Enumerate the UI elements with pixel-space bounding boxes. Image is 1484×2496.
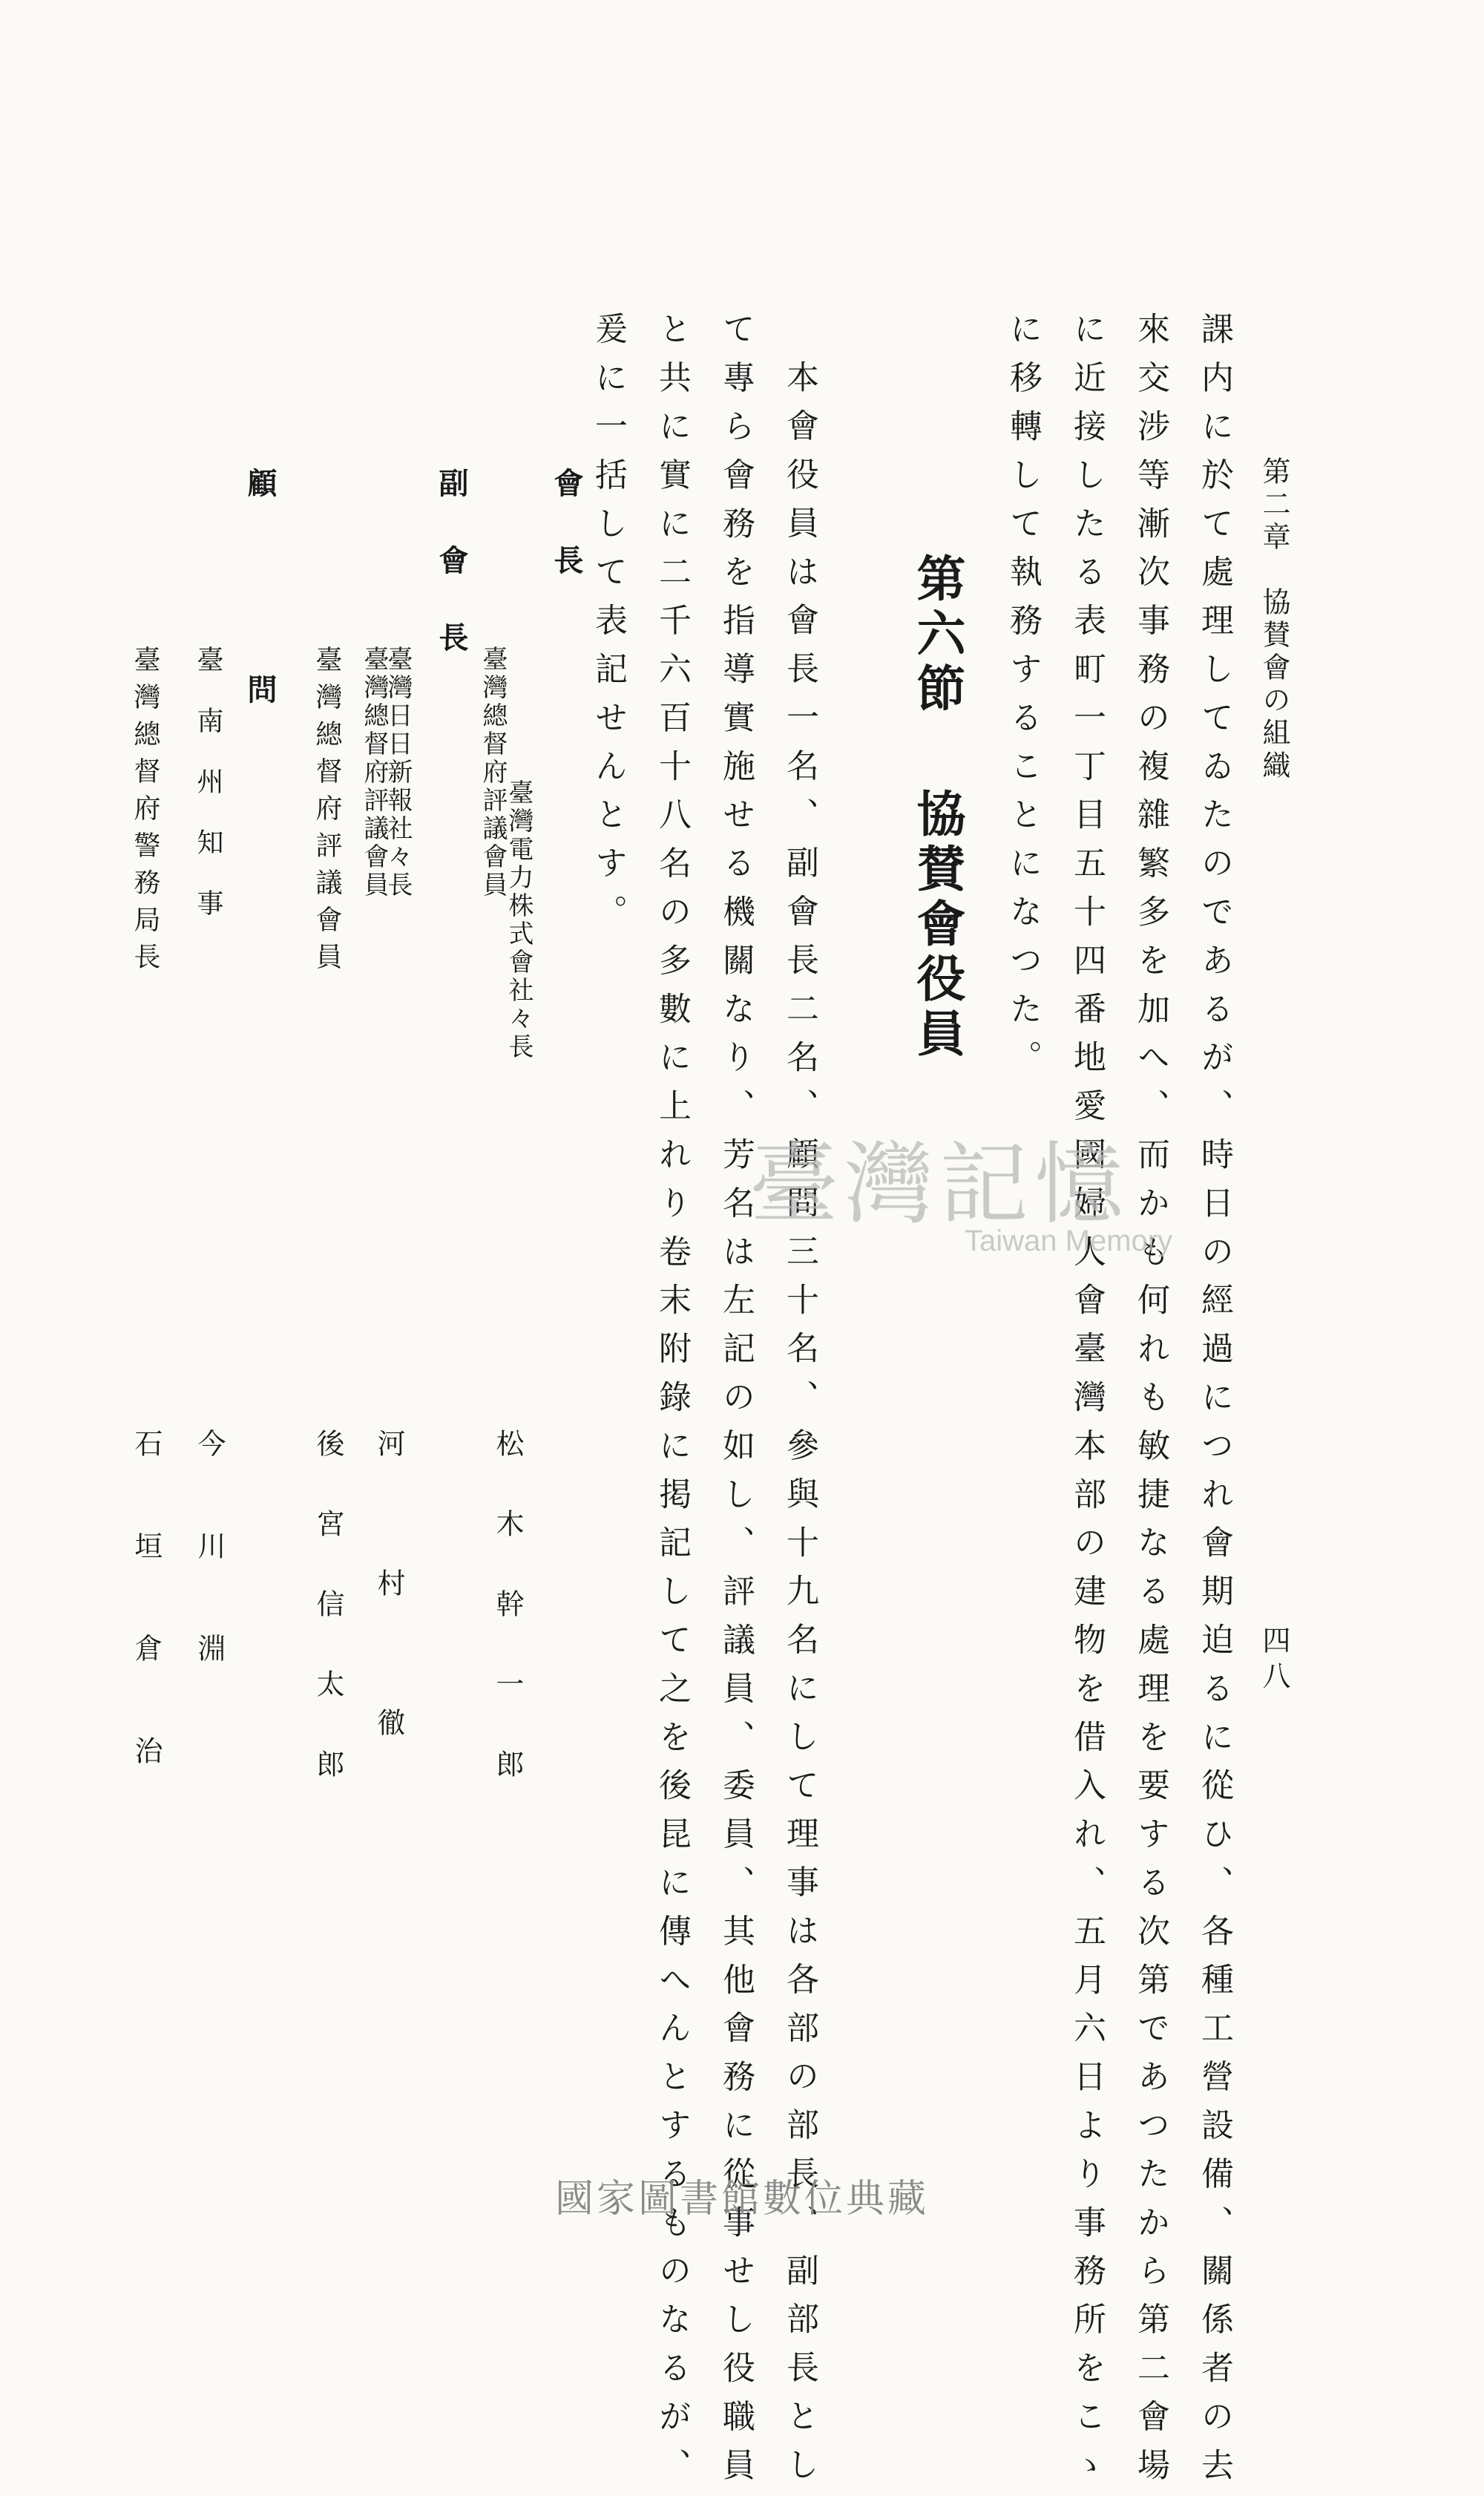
role-char: 副 [434,468,469,503]
role-char: 會 [434,545,469,580]
paragraph2-line: て專ら會務を指導實施せる機關なり、芳名は左記の如し、評議員、委員、其他會務に從事せし役職員 [717,312,755,2496]
advisor-1-affiliation: 臺南州知事 [193,646,223,950]
vice-president-1-name: 河村徹 [372,1429,405,1847]
advisor-1-name: 今川淵 [193,1429,226,1736]
president-affiliation-a: 臺灣總督府評議會員 [478,646,508,900]
paragraph1-line: に移轉して執務することになつた。 [1004,312,1042,1089]
vice-president-2-affiliation: 臺灣總督府評議會員 [312,646,342,980]
chapter-header: 第二章 協賛會の組織 [1258,456,1290,783]
watermark-text-en: Taiwan Memory [965,1225,1173,1257]
vice-president-2-name: 後宮信太郎 [312,1429,344,1830]
role-vice-president [430,468,473,658]
paragraph1-line: に近接したる表町一丁目五十四番地愛國婦人會臺灣本部の建物を借入れ、五月六日より事務所をこゝ [1068,312,1106,2496]
section-title: 協賛會役員 [908,788,966,1063]
advisor-2-name: 石垣倉治 [130,1429,162,1838]
watermark-text-zh: 臺灣記憶 [749,1133,1129,1236]
role-char: 長 [434,622,469,658]
role-char: 會 [549,468,584,503]
paragraph2-line: 本會役員は會長一名、副會長二名、顧問三十名、參與十九名にして理事は各部の部長、副部長とし [781,360,818,2496]
vice-president-1-affiliation-a: 臺灣日日新報社々長 [383,646,413,900]
role-advisor [239,468,281,710]
president-affiliation-b: 臺灣電力株式會社々長 [504,779,533,1061]
role-president [545,468,588,580]
section-heading [902,553,973,1063]
footer-credit: 國家圖書館數位典藏 [554,2177,929,2221]
section-number: 第六節 [908,553,966,718]
paragraph2-line: と共に實に二千六百十八名の多數に上れり卷末附錄に掲記して之を後昆に傳へんとするものなるが、 [653,312,691,2496]
vice-president-1-affiliation-b: 臺灣總督府評議會員 [359,646,389,900]
president-name: 松木幹一郎 [491,1429,524,1830]
role-char: 長 [549,545,584,580]
page-number: 四八 [1258,1625,1290,1697]
role-char: 問 [243,674,278,710]
paragraph1-line: 來交涉等漸次事務の複雜繁多を加へ、而かも何れも敏捷なる處理を要する次第であつたから第二會場 [1132,312,1169,2496]
role-char: 顧 [243,468,278,503]
paragraph2-line: 爰に一括して表記せんとす。 [589,312,627,943]
paragraph1-line: 課内に於て處理してゐたのであるが、時日の經過につれ會期迫るに從ひ、各種工營設備、關係者の去 [1195,312,1233,2496]
advisor-2-affiliation: 臺灣總督府警務局長 [130,646,160,980]
